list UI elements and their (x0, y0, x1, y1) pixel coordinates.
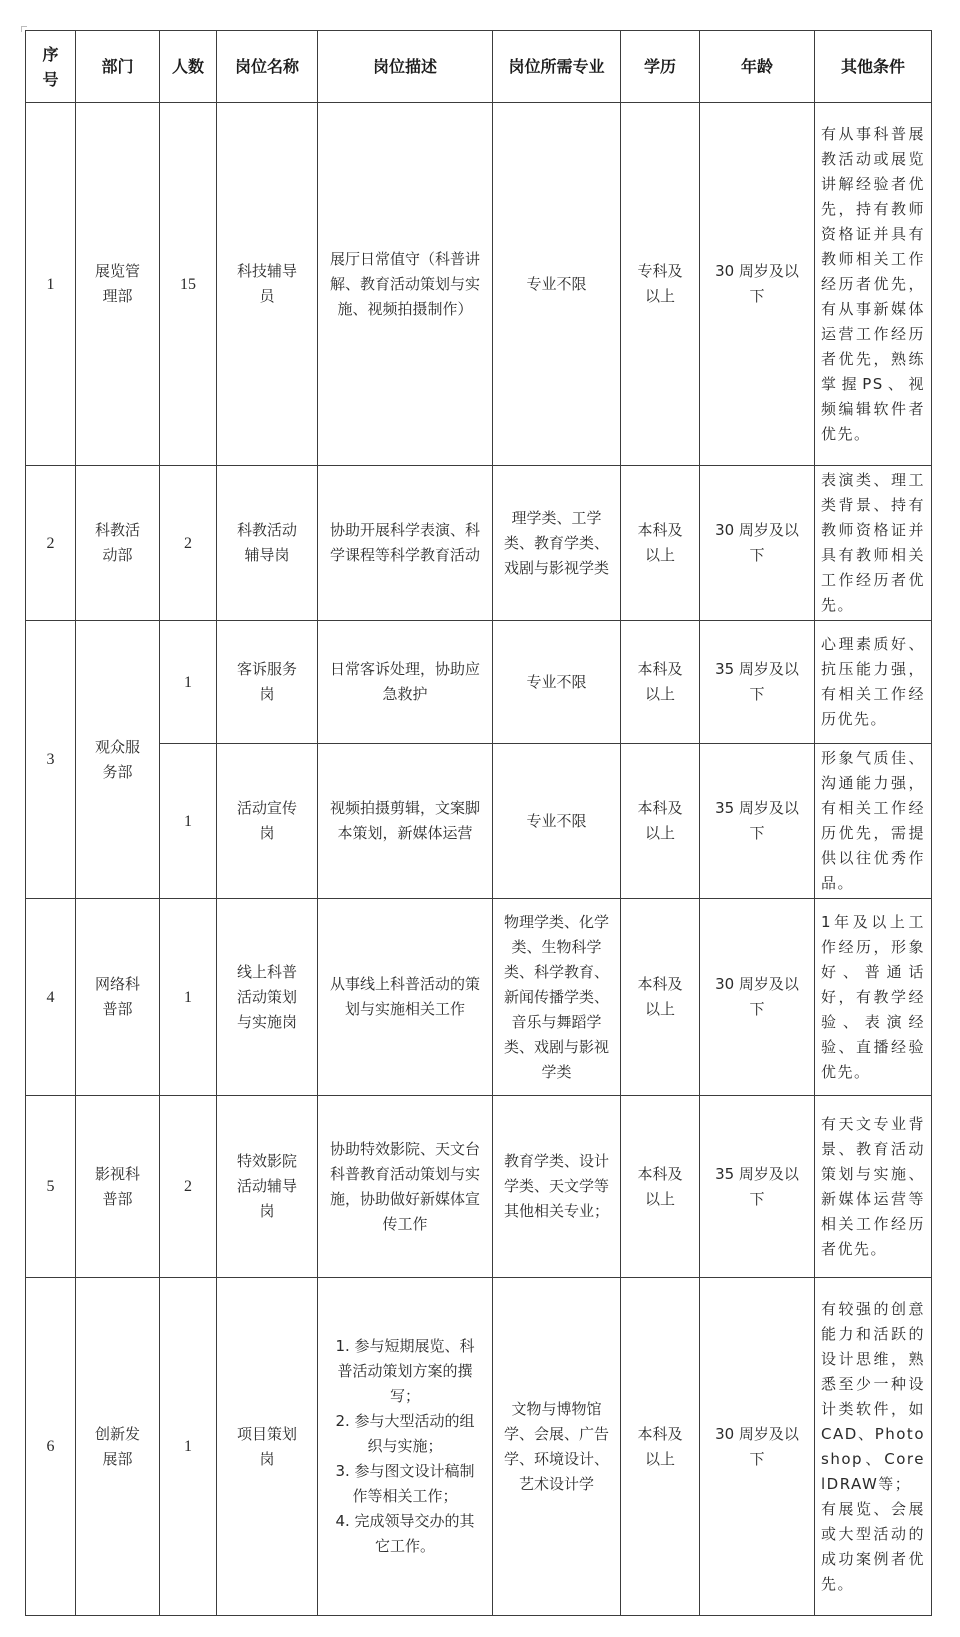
condition-line: 有较强的创意能力和活跃的设计思维，熟悉至少一种设计类软件，如CAD、Photoshop、CorelDRAW等； (821, 1299, 925, 1493)
header-education: 学历 (621, 31, 700, 103)
row-headcount: 1 (160, 744, 217, 899)
row-department: 观众服务部 (76, 621, 160, 899)
row-index: 2 (26, 466, 76, 621)
row-position: 线上科普活动策划与实施岗 (217, 899, 318, 1096)
table-row (26, 466, 932, 621)
header-major: 岗位所需专业 (493, 31, 621, 103)
row-education: 本科及以上 (621, 899, 700, 1096)
recruitment-table (25, 30, 932, 1616)
row-age: 35 周岁及以下 (700, 1096, 815, 1278)
row-education: 本科及以上 (621, 1096, 700, 1278)
description-item: 2. 参与大型活动的组织与实施； (335, 1412, 475, 1455)
description-item: 4. 完成领导交办的其它工作。 (335, 1512, 475, 1555)
row-index: 4 (26, 899, 76, 1096)
row-position: 特效影院活动辅导岗 (217, 1096, 318, 1278)
row-other-conditions: 表演类、理工类背景、持有教师资格证并具有教师相关工作经历者优先。 (815, 466, 932, 621)
row-description: 从事线上科普活动的策划与实施相关工作 (318, 899, 493, 1096)
row-age: 30 周岁及以下 (700, 1278, 815, 1616)
header-description: 岗位描述 (318, 31, 493, 103)
row-headcount: 2 (160, 1096, 217, 1278)
row-department: 展览管理部 (76, 103, 160, 466)
row-position: 项目策划岗 (217, 1278, 318, 1616)
row-major: 物理学类、化学类、生物科学类、科学教育、新闻传播学类、音乐与舞蹈学类、戏剧与影视学类 (493, 899, 621, 1096)
row-index: 6 (26, 1278, 76, 1616)
row-age: 30 周岁及以下 (700, 899, 815, 1096)
row-major: 教育学类、设计学类、天文学等其他相关专业； (493, 1096, 621, 1278)
description-item: 3. 参与图文设计稿制作等相关工作； (335, 1462, 475, 1505)
row-headcount: 1 (160, 899, 217, 1096)
header-row (26, 31, 932, 103)
row-index: 5 (26, 1096, 76, 1278)
row-description: 日常客诉处理，协助应急救护 (318, 621, 493, 744)
row-position: 科技辅导员 (217, 103, 318, 466)
description-item: 1. 参与短期展览、科普活动策划方案的撰写； (335, 1337, 475, 1405)
row-other-conditions: 有天文专业背景、教育活动策划与实施、新媒体运营等相关工作经历者优先。 (815, 1096, 932, 1278)
header-other: 其他条件 (815, 31, 932, 103)
row-department: 网络科普部 (76, 899, 160, 1096)
row-department: 影视科普部 (76, 1096, 160, 1278)
table-row (26, 744, 932, 899)
row-description: 展厅日常值守（科普讲解、教育活动策划与实施、视频拍摄制作） (318, 103, 493, 466)
row-position: 科教活动辅导岗 (217, 466, 318, 621)
header-department: 部门 (76, 31, 160, 103)
row-age: 35 周岁及以下 (700, 744, 815, 899)
header-headcount: 人数 (160, 31, 217, 103)
table-row (26, 899, 932, 1096)
header-index: 序号 (26, 31, 76, 103)
row-headcount: 15 (160, 103, 217, 466)
row-major: 文物与博物馆学、会展、广告学、环境设计、艺术设计学 (493, 1278, 621, 1616)
row-index: 1 (26, 103, 76, 466)
row-other-conditions: 有从事科普展教活动或展览讲解经验者优先，持有教师资格证并具有教师相关工作经历者优先，有从事新媒体运营工作经历者优先，熟练掌握PS、视频编辑软件者优先。 (815, 103, 932, 466)
row-other-conditions: 形象气质佳、沟通能力强，有相关工作经历优先，需提供以往优秀作品。 (815, 744, 932, 899)
row-description: 协助开展科学表演、科学课程等科学教育活动 (318, 466, 493, 621)
row-other-conditions (815, 1278, 932, 1616)
row-education: 本科及以上 (621, 1278, 700, 1616)
row-major: 理学类、工学类、教育学类、戏剧与影视学类 (493, 466, 621, 621)
header-position: 岗位名称 (217, 31, 318, 103)
table-row (26, 1096, 932, 1278)
row-age: 35 周岁及以下 (700, 621, 815, 744)
table-row (26, 103, 932, 466)
condition-line: 有展览、会展或大型活动的成功案例者优先。 (821, 1499, 925, 1593)
row-headcount: 1 (160, 621, 217, 744)
table-row (26, 1278, 932, 1616)
row-education: 本科及以上 (621, 744, 700, 899)
row-age: 30 周岁及以下 (700, 466, 815, 621)
table-row (26, 621, 932, 744)
row-department: 科教活动部 (76, 466, 160, 621)
row-headcount: 2 (160, 466, 217, 621)
row-department: 创新发展部 (76, 1278, 160, 1616)
row-education: 本科及以上 (621, 621, 700, 744)
row-index: 3 (26, 621, 76, 899)
row-age: 30 周岁及以下 (700, 103, 815, 466)
row-major: 专业不限 (493, 744, 621, 899)
row-description: 视频拍摄剪辑，文案脚本策划，新媒体运营 (318, 744, 493, 899)
header-age: 年龄 (700, 31, 815, 103)
row-description: 协助特效影院、天文台科普教育活动策划与实施，协助做好新媒体宣传工作 (318, 1096, 493, 1278)
row-other-conditions: 心理素质好、抗压能力强，有相关工作经历优先。 (815, 621, 932, 744)
row-description-list (318, 1278, 493, 1616)
row-other-conditions: 1年及以上工作经历，形象好、普通话好，有教学经验、表演经验、直播经验优先。 (815, 899, 932, 1096)
row-education: 本科及以上 (621, 466, 700, 621)
row-major: 专业不限 (493, 621, 621, 744)
row-position: 活动宣传岗 (217, 744, 318, 899)
row-headcount: 1 (160, 1278, 217, 1616)
row-education: 专科及以上 (621, 103, 700, 466)
row-major: 专业不限 (493, 103, 621, 466)
row-position: 客诉服务岗 (217, 621, 318, 744)
